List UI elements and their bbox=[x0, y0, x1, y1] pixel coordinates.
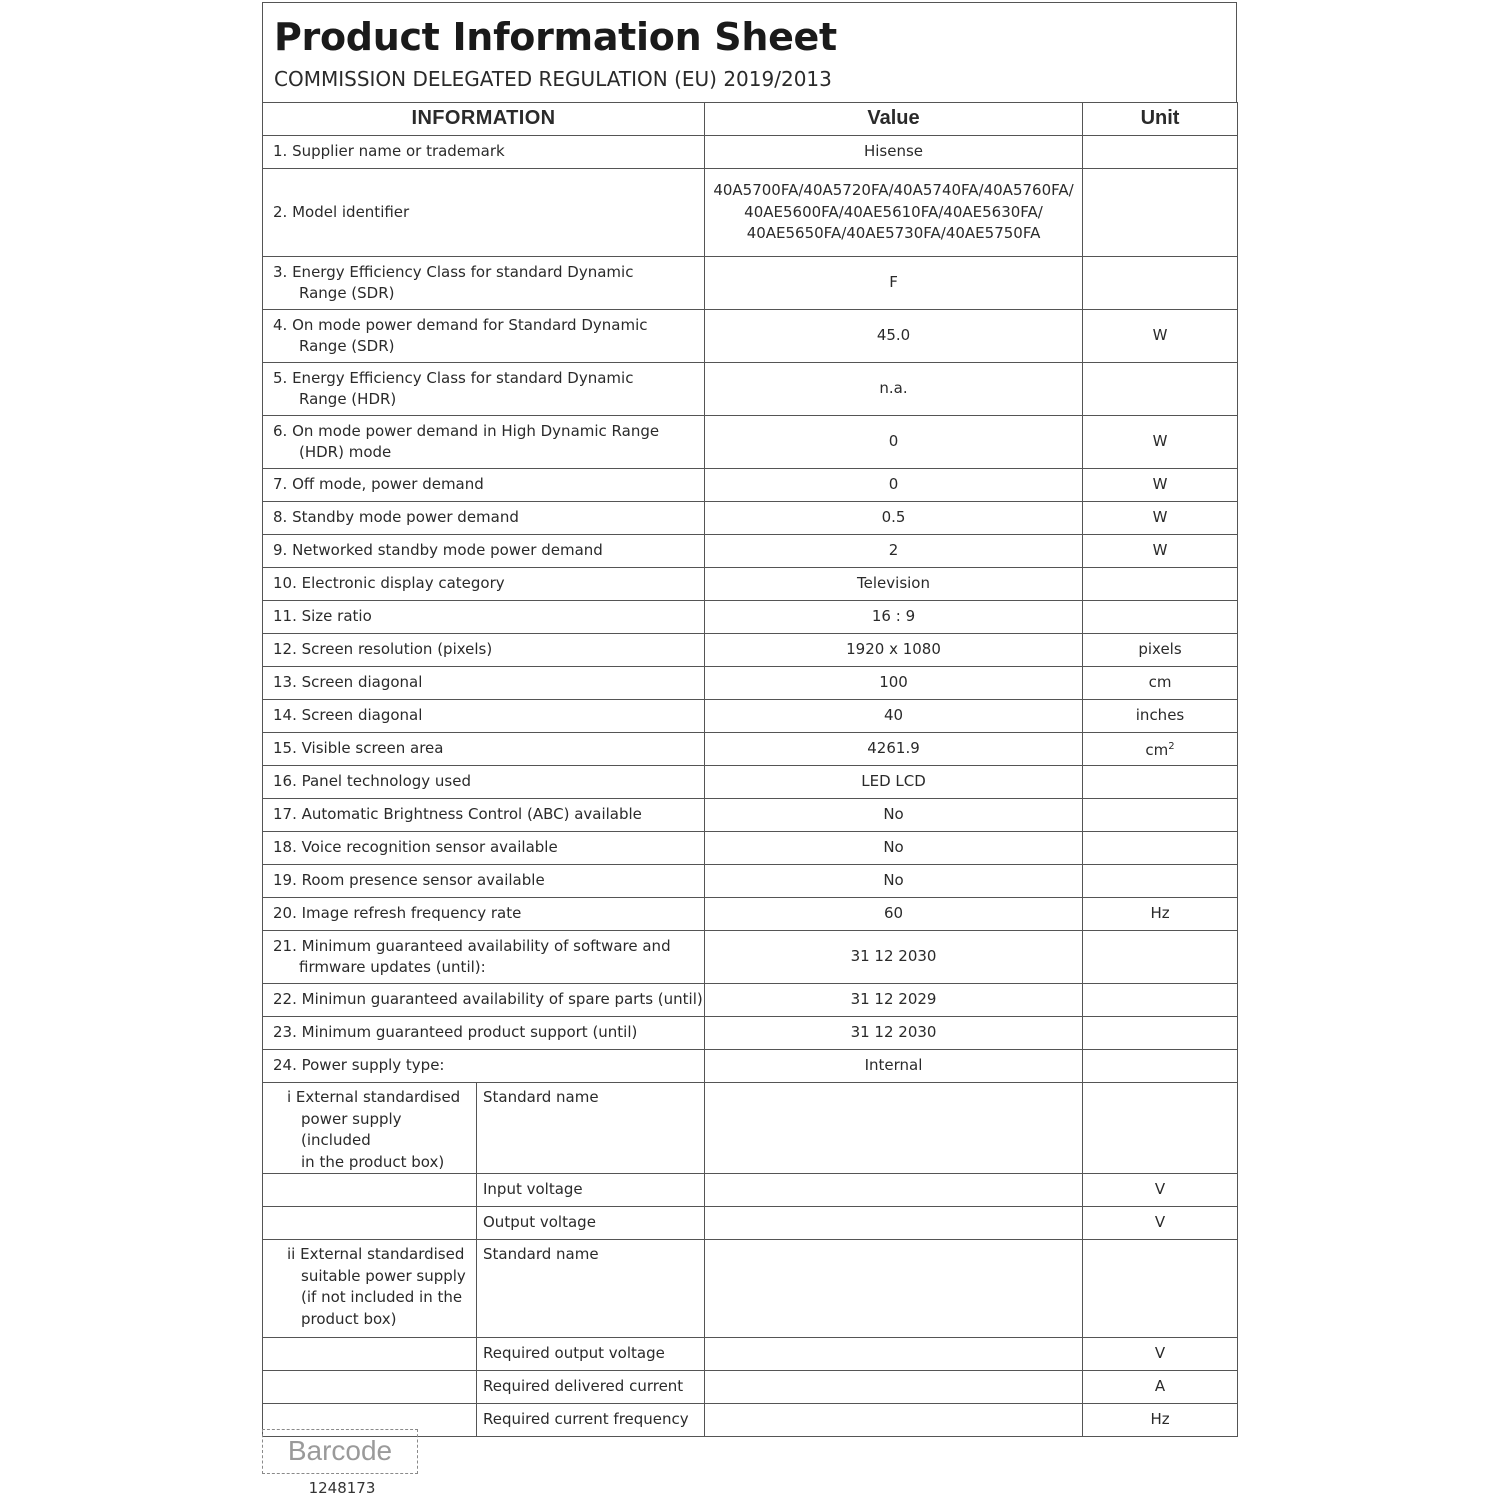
cell-unit bbox=[1083, 169, 1238, 257]
cell-label: 19. Room presence sensor available bbox=[263, 865, 705, 898]
cell-value: 40A5700FA/40A5720FA/40A5740FA/40A5760FA/ 40AE5600FA/40AE5610FA/40AE5630FA/ 40AE5650FA/40AE5730FA/40AE5750FA bbox=[705, 169, 1083, 257]
group-ii-required-delivered-current: Required delivered current bbox=[477, 1371, 705, 1404]
table-row bbox=[263, 634, 1238, 667]
cell-value bbox=[705, 1371, 1083, 1404]
cell-value: 16 : 9 bbox=[705, 601, 1083, 634]
cell-unit bbox=[1083, 984, 1238, 1017]
table-row bbox=[263, 310, 1238, 363]
cell-unit: Hz bbox=[1083, 1404, 1238, 1437]
barcode-number: 1248173 bbox=[308, 1479, 376, 1497]
cell-empty bbox=[263, 1338, 477, 1371]
cell-unit: pixels bbox=[1083, 634, 1238, 667]
cell-label: 8. Standby mode power demand bbox=[263, 502, 705, 535]
table-row bbox=[263, 832, 1238, 865]
table-row bbox=[263, 469, 1238, 502]
cell-unit: V bbox=[1083, 1338, 1238, 1371]
group-ii-label bbox=[263, 1240, 477, 1338]
table-row bbox=[263, 169, 1238, 257]
cell-value: n.a. bbox=[705, 363, 1083, 416]
cell-label: 17. Automatic Brightness Control (ABC) available bbox=[263, 799, 705, 832]
information-table bbox=[262, 102, 1238, 1437]
cell-value bbox=[705, 1338, 1083, 1371]
group-ii-standard-name: Standard name bbox=[477, 1240, 705, 1338]
cell-value bbox=[705, 1240, 1083, 1338]
cell-label: 12. Screen resolution (pixels) bbox=[263, 634, 705, 667]
cell-value: 4261.9 bbox=[705, 733, 1083, 766]
table-row bbox=[263, 535, 1238, 568]
cell-value: Television bbox=[705, 568, 1083, 601]
column-header-unit: Unit bbox=[1083, 103, 1238, 136]
table-row bbox=[263, 257, 1238, 310]
table-row bbox=[263, 1050, 1238, 1083]
table-row bbox=[263, 1174, 1238, 1207]
power-supply-details bbox=[263, 1083, 1238, 1437]
cell-label: 7. Off mode, power demand bbox=[263, 469, 705, 502]
table-row bbox=[263, 1083, 1238, 1174]
table-row bbox=[263, 363, 1238, 416]
cell-unit bbox=[1083, 257, 1238, 310]
cell-value bbox=[705, 1404, 1083, 1437]
cell-unit bbox=[1083, 601, 1238, 634]
cell-label: 16. Panel technology used bbox=[263, 766, 705, 799]
cell-unit bbox=[1083, 931, 1238, 984]
cell-label: 5. Energy Efficiency Class for standard Dynamic Range (HDR) bbox=[263, 363, 705, 416]
cell-value: 0 bbox=[705, 416, 1083, 469]
cell-label: 9. Networked standby mode power demand bbox=[263, 535, 705, 568]
cell-label: 15. Visible screen area bbox=[263, 733, 705, 766]
table-row bbox=[263, 733, 1238, 766]
table-row bbox=[263, 984, 1238, 1017]
cell-unit: $cm^2$ bbox=[1083, 733, 1238, 766]
cell-unit: W bbox=[1083, 310, 1238, 363]
cell-value: Hisense bbox=[705, 136, 1083, 169]
table-row bbox=[263, 502, 1238, 535]
table-row bbox=[263, 1207, 1238, 1240]
cell-empty bbox=[263, 1207, 477, 1240]
table-row bbox=[263, 416, 1238, 469]
cell-value: No bbox=[705, 832, 1083, 865]
cell-unit bbox=[1083, 1050, 1238, 1083]
cell-label: 18. Voice recognition sensor available bbox=[263, 832, 705, 865]
cell-unit: V bbox=[1083, 1207, 1238, 1240]
cell-unit bbox=[1083, 799, 1238, 832]
cell-label: 24. Power supply type: bbox=[263, 1050, 705, 1083]
cell-label: 11. Size ratio bbox=[263, 601, 705, 634]
table-row bbox=[263, 766, 1238, 799]
group-ii-required-current-frequency: Required current frequency bbox=[477, 1404, 705, 1437]
cell-label: 1. Supplier name or trademark bbox=[263, 136, 705, 169]
cell-unit bbox=[1083, 1240, 1238, 1338]
cell-value: 45.0 bbox=[705, 310, 1083, 363]
group-i-output-voltage: Output voltage bbox=[477, 1207, 705, 1240]
cell-label: 20. Image refresh frequency rate bbox=[263, 898, 705, 931]
cell-value: No bbox=[705, 865, 1083, 898]
cell-unit: W bbox=[1083, 535, 1238, 568]
cell-unit bbox=[1083, 1017, 1238, 1050]
product-information-sheet bbox=[262, 2, 1237, 1437]
cell-label: 10. Electronic display category bbox=[263, 568, 705, 601]
cell-label: 14. Screen diagonal bbox=[263, 700, 705, 733]
cell-empty bbox=[263, 1371, 477, 1404]
cell-value: 60 bbox=[705, 898, 1083, 931]
sheet-header bbox=[262, 2, 1237, 102]
table-header-row bbox=[263, 103, 1238, 136]
regulation-subtitle: COMMISSION DELEGATED REGULATION (EU) 2019/2013 bbox=[274, 67, 832, 91]
cell-unit: A bbox=[1083, 1371, 1238, 1404]
group-i-label-text: i External standardised power supply (included in the product box) bbox=[287, 1088, 461, 1171]
cell-value bbox=[705, 1174, 1083, 1207]
cell-unit: W bbox=[1083, 416, 1238, 469]
cell-unit: inches bbox=[1083, 700, 1238, 733]
cell-label: 3. Energy Efficiency Class for standard Dynamic Range (SDR) bbox=[263, 257, 705, 310]
cell-unit bbox=[1083, 766, 1238, 799]
table-row bbox=[263, 1338, 1238, 1371]
sheet-title: Product Information Sheet bbox=[274, 15, 837, 59]
cell-value: 40 bbox=[705, 700, 1083, 733]
cell-label: 4. On mode power demand for Standard Dynamic Range (SDR) bbox=[263, 310, 705, 363]
cell-unit bbox=[1083, 136, 1238, 169]
cell-value: No bbox=[705, 799, 1083, 832]
cell-unit bbox=[1083, 865, 1238, 898]
column-header-information: INFORMATION bbox=[263, 103, 705, 136]
group-i-standard-name: Standard name bbox=[477, 1083, 705, 1174]
cell-unit bbox=[1083, 363, 1238, 416]
cell-value: 100 bbox=[705, 667, 1083, 700]
table-row bbox=[263, 601, 1238, 634]
cell-value: Internal bbox=[705, 1050, 1083, 1083]
cell-value: 31 12 2030 bbox=[705, 931, 1083, 984]
cell-unit: W bbox=[1083, 502, 1238, 535]
cell-label: 13. Screen diagonal bbox=[263, 667, 705, 700]
cell-value: 31 12 2030 bbox=[705, 1017, 1083, 1050]
cell-unit: W bbox=[1083, 469, 1238, 502]
cell-value: F bbox=[705, 257, 1083, 310]
cell-value: 1920 x 1080 bbox=[705, 634, 1083, 667]
group-i-label bbox=[263, 1083, 477, 1174]
group-ii-label-text: ii External standardised suitable power supply (if not included in the product box) bbox=[287, 1245, 466, 1328]
table-row bbox=[263, 568, 1238, 601]
table-body bbox=[263, 136, 1238, 1083]
cell-unit: cm bbox=[1083, 667, 1238, 700]
table-row bbox=[263, 136, 1238, 169]
cell-unit: V bbox=[1083, 1174, 1238, 1207]
column-header-value: Value bbox=[705, 103, 1083, 136]
group-i-input-voltage: Input voltage bbox=[477, 1174, 705, 1207]
cell-label: 6. On mode power demand in High Dynamic Range (HDR) mode bbox=[263, 416, 705, 469]
cell-unit bbox=[1083, 1083, 1238, 1174]
table-row bbox=[263, 1017, 1238, 1050]
cell-unit bbox=[1083, 568, 1238, 601]
cell-value: LED LCD bbox=[705, 766, 1083, 799]
cell-unit: Hz bbox=[1083, 898, 1238, 931]
cell-label: 21. Minimum guaranteed availability of software and firmware updates (until): bbox=[263, 931, 705, 984]
table-row bbox=[263, 700, 1238, 733]
cell-empty bbox=[263, 1174, 477, 1207]
cell-value bbox=[705, 1083, 1083, 1174]
table-row bbox=[263, 667, 1238, 700]
cell-label: 23. Minimum guaranteed product support (until) bbox=[263, 1017, 705, 1050]
cell-value: 0.5 bbox=[705, 502, 1083, 535]
table-row bbox=[263, 1240, 1238, 1338]
cell-value: 31 12 2029 bbox=[705, 984, 1083, 1017]
table-row bbox=[263, 799, 1238, 832]
table-row bbox=[263, 898, 1238, 931]
barcode-placeholder: Barcode bbox=[262, 1429, 418, 1474]
cell-value: 2 bbox=[705, 535, 1083, 568]
group-ii-required-output-voltage: Required output voltage bbox=[477, 1338, 705, 1371]
cell-label: 22. Minimun guaranteed availability of spare parts (until) bbox=[263, 984, 705, 1017]
cell-value bbox=[705, 1207, 1083, 1240]
table-row bbox=[263, 865, 1238, 898]
table-row bbox=[263, 931, 1238, 984]
table-row bbox=[263, 1371, 1238, 1404]
cell-value: 0 bbox=[705, 469, 1083, 502]
cell-unit bbox=[1083, 832, 1238, 865]
cell-label: 2. Model identifier bbox=[263, 169, 705, 257]
